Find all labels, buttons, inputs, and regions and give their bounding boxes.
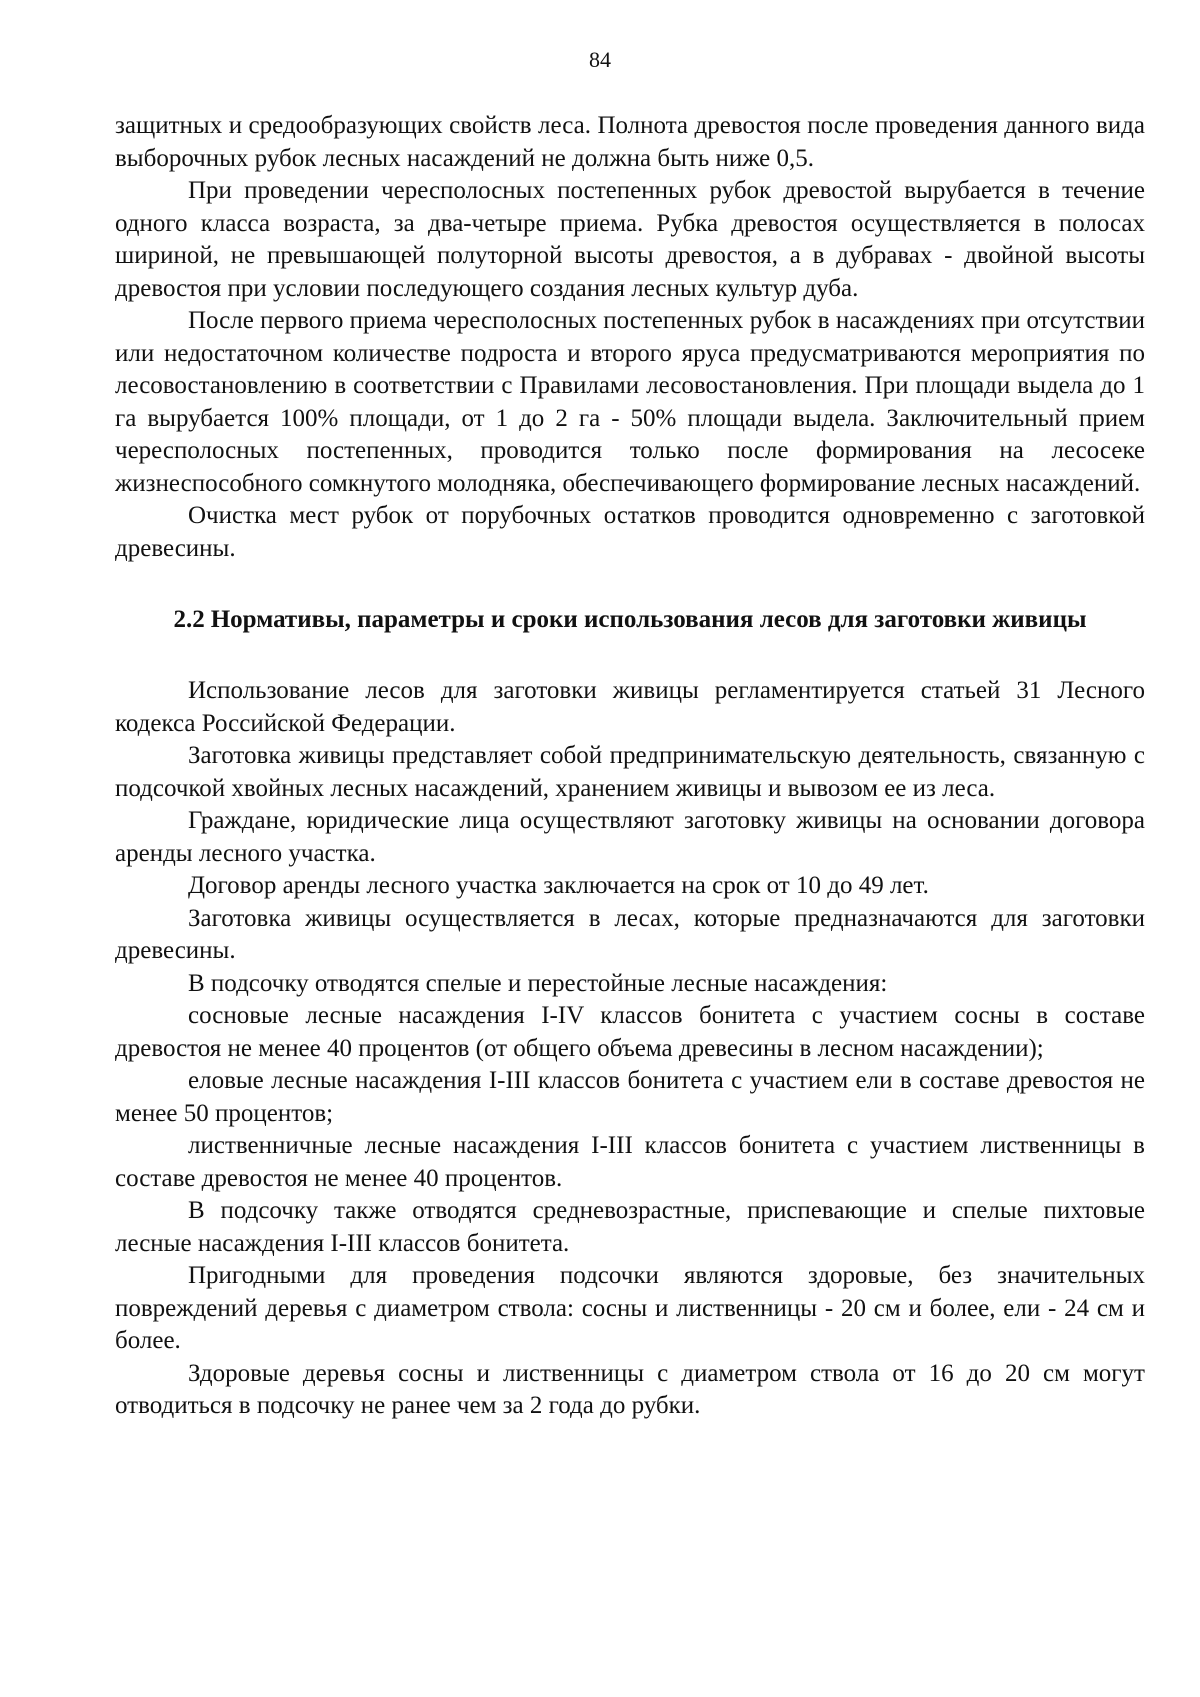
page-number: 84 xyxy=(589,47,611,72)
paragraph: Использование лесов для заготовки живицы регламентируется статьей 31 Лесного кодекса Российской Федерации. xyxy=(115,677,1145,737)
section-number: 2.2 xyxy=(173,606,205,633)
section-heading xyxy=(115,605,1145,635)
paragraph: Пригодными для проведения подсочки являются здоровые, без значительных повреждений деревья с диаметром ствола: сосны и лиственницы - 20 см и более, ели - 24 см и более. xyxy=(115,1262,1145,1354)
paragraph: Заготовка живицы осуществляется в лесах, которые предназначаются для заготовки древесины. xyxy=(115,904,1145,964)
paragraph-continuation: защитных и средообразующих свойств леса. Полнота древостоя после проведения данного вида выборочных рубок лесных насаждений не должна быть ниже 0,5. xyxy=(115,112,1145,172)
paragraph: При проведении чересполосных постепенных рубок древостой вырубается в течение одного класса возраста, за два-четыре приема. Рубка древостоя осуществляется в полосах шириной, не превышающей полуторной высоты древостоя, а в дубравах - двойной высоты древостоя при условии последующего создания лесных культур дуба. xyxy=(115,177,1145,302)
list-item: лиственничные лесные насаждения I-III классов бонитета с участием лиственницы в составе древостоя не менее 40 процентов. xyxy=(115,1132,1145,1192)
section-title: Нормативы, параметры и сроки использования лесов для заготовки живицы xyxy=(210,606,1087,633)
paragraph: Здоровые деревья сосны и лиственницы с диаметром ствола от 16 до 20 см могут отводиться в подсочку не ранее чем за 2 года до рубки. xyxy=(115,1359,1145,1419)
paragraph: В подсочку отводятся спелые и перестойные лесные насаждения: xyxy=(188,969,888,997)
paragraph: Очистка мест рубок от порубочных остатков проводится одновременно с заготовкой древесины. xyxy=(115,502,1145,562)
document-body xyxy=(115,110,1145,1423)
paragraph: Граждане, юридические лица осуществляют заготовку живицы на основании договора аренды лесного участка. xyxy=(115,807,1145,867)
paragraph: В подсочку также отводятся средневозрастные, приспевающие и спелые пихтовые лесные насаждения I-III классов бонитета. xyxy=(115,1197,1145,1257)
list-item: сосновые лесные насаждения I-IV классов бонитета с участием сосны в составе древостоя не менее 40 процентов (от общего объема древесины в лесном насаждении); xyxy=(115,1002,1145,1062)
list-item: еловые лесные насаждения I-III классов бонитета с участием ели в составе древостоя не менее 50 процентов; xyxy=(115,1067,1145,1127)
paragraph: После первого приема чересполосных постепенных рубок в насаждениях при отсутствии или недостаточном количестве подроста и второго яруса предусматриваются мероприятия по лесовостановлению в соответствии с Правилами лесовостановления. При площади выдела до 1 га вырубается 100% площади, от 1 до 2 га - 50% площади выдела. Заключительный прием чересполосных постепенных, проводится только после формирования на лесосеке жизнеспособного сомкнутого молодняка, обеспечивающего формирование лесных насаждений. xyxy=(115,307,1145,497)
paragraph: Договор аренды лесного участка заключается на срок от 10 до 49 лет. xyxy=(188,872,929,899)
paragraph: Заготовка живицы представляет собой предпринимательскую деятельность, связанную с подсочкой хвойных лесных насаждений, хранением живицы и вывозом ее из леса. xyxy=(115,742,1145,802)
